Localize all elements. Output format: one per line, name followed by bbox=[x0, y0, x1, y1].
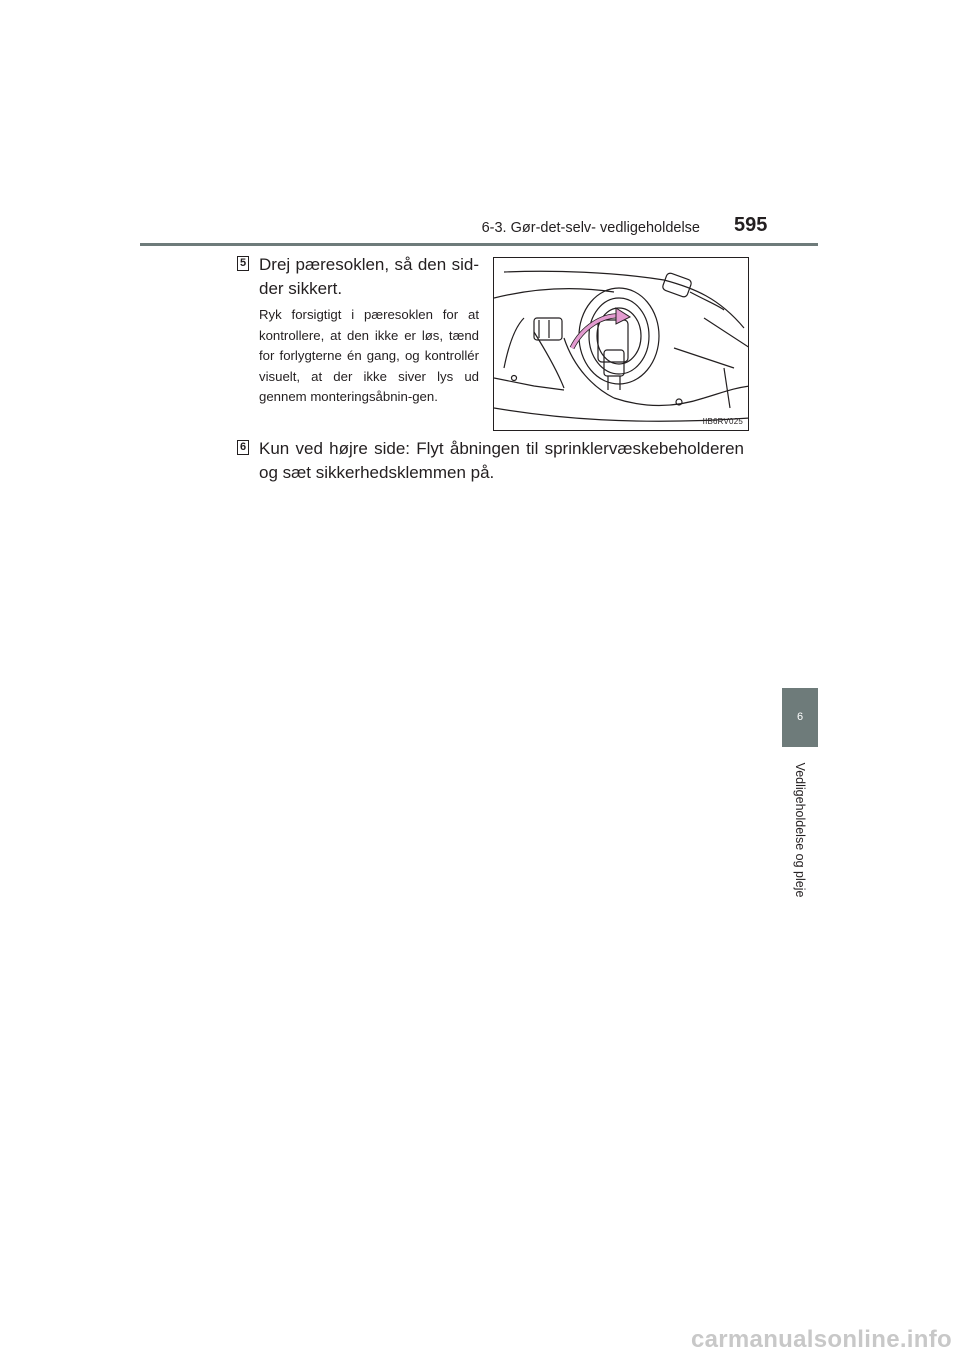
figure-code: IIB6RV025 bbox=[702, 417, 743, 426]
section-title: 6-3. Gør-det-selv- vedligeholdelse bbox=[481, 220, 700, 236]
watermark: carmanualsonline.info bbox=[690, 1326, 952, 1353]
step-number-badge: 6 bbox=[237, 440, 249, 455]
header-divider bbox=[140, 243, 818, 246]
chapter-tab: 6 bbox=[782, 688, 818, 747]
step-5-instruction bbox=[259, 253, 479, 301]
step-6-text: Kun ved højre side: Flyt åbningen til sprinklervæskebeholderen og sæt sikkerhedsklemmen på. bbox=[259, 439, 744, 482]
bulb-socket-drawing bbox=[494, 258, 749, 431]
step-5-note: Ryk forsigtigt i pæresoklen for at kontrollere, at den ikke er løs, tænd for forlygterne én gang, og kontrollér visuelt, at der ikke siver lys ud gennem monteringsåbnin-gen. bbox=[259, 307, 479, 404]
page-number: 595 bbox=[734, 214, 768, 236]
headlight-bulb-illustration bbox=[493, 257, 749, 431]
step-5-text: Drej pæresoklen, så den sid-der sikkert. bbox=[259, 255, 479, 298]
step-number-badge: 5 bbox=[237, 256, 249, 271]
chapter-title: Vedligeholdelse og pleje bbox=[793, 762, 807, 898]
